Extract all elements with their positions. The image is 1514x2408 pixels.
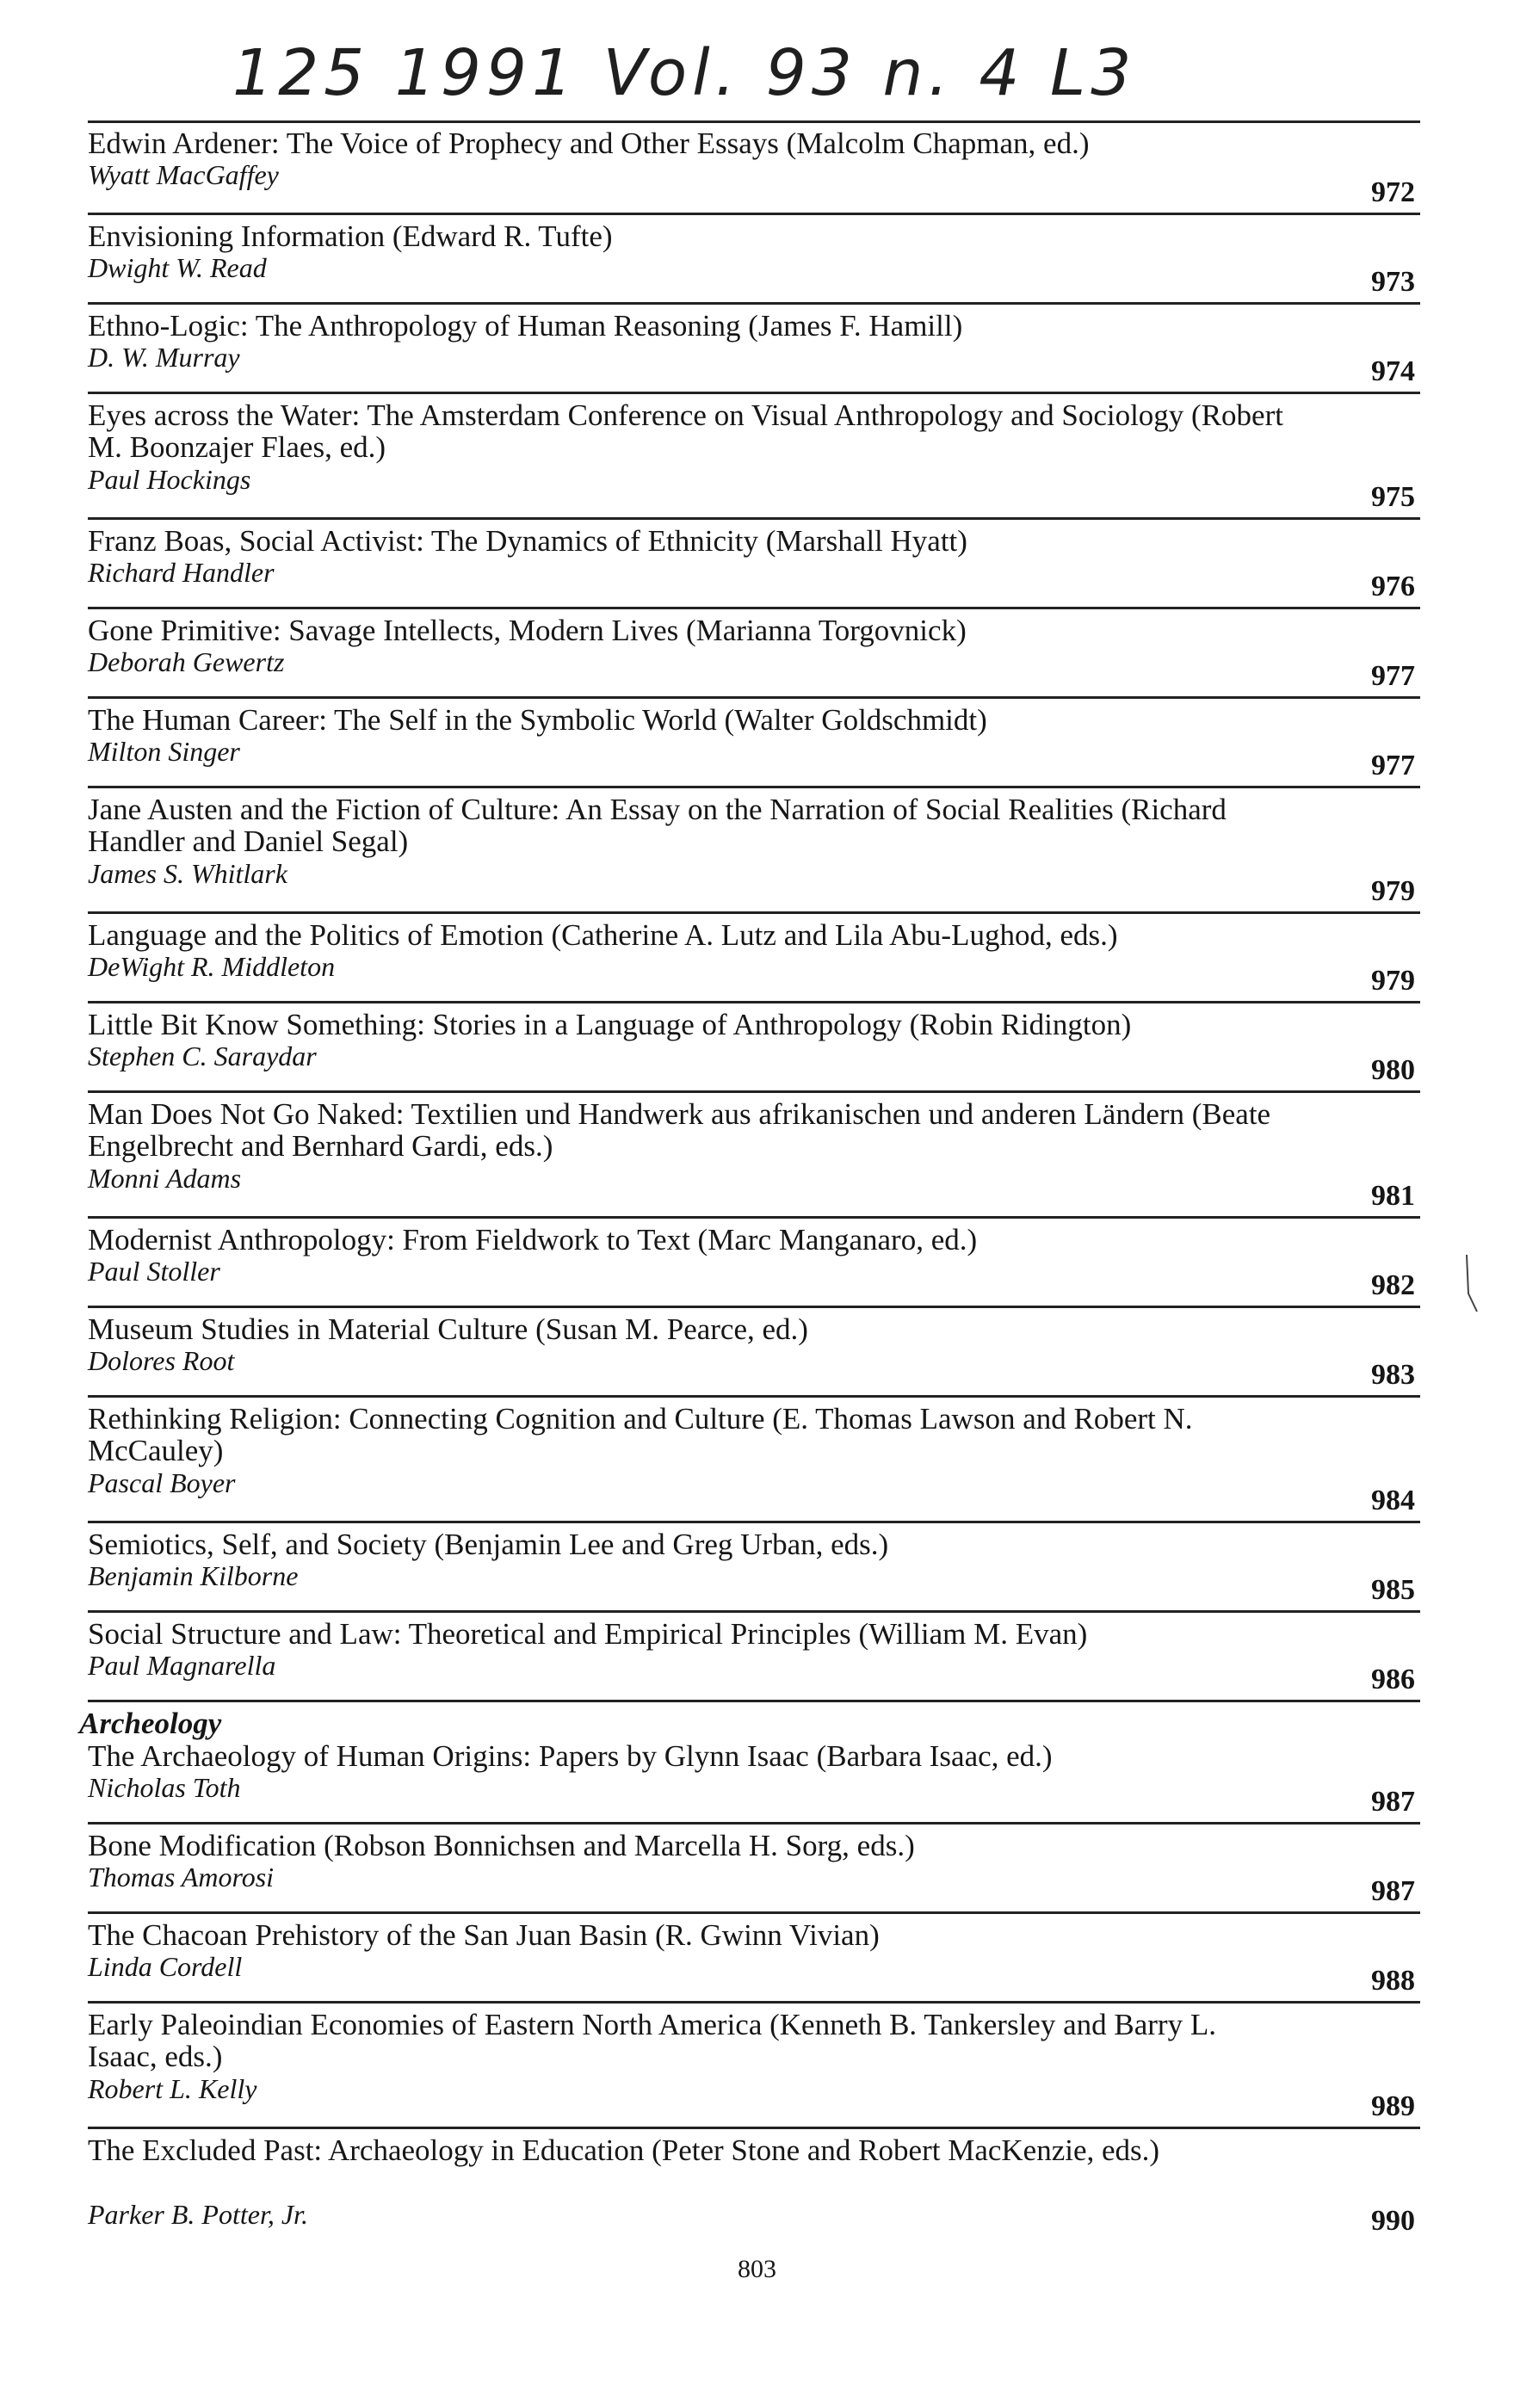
review-title: Franz Boas, Social Activist: The Dynamics of Ethnicity (Marshall Hyatt): [88, 524, 967, 558]
page-number: 987: [1371, 1875, 1415, 1907]
reviewer-name: Robert L. Kelly: [88, 2073, 257, 2104]
reviewer-name: Dwight W. Read: [88, 252, 267, 283]
review-title: Ethno-Logic: The Anthropology of Human Reasoning (James F. Hamill): [88, 309, 963, 343]
review-entry: [88, 1003, 1420, 1093]
review-title: Bone Modification (Robson Bonnichsen and Marcella H. Sorg, eds.): [88, 1829, 915, 1862]
review-entry: [88, 1308, 1420, 1398]
margin-mark: [1463, 1255, 1480, 1315]
page-number: 976: [1371, 571, 1415, 602]
reviewer-name: Monni Adams: [88, 1163, 242, 1194]
page-number: 973: [1371, 266, 1415, 298]
review-title: Language and the Politics of Emotion (Catherine A. Lutz and Lila Abu-Lughod, eds.): [88, 918, 1118, 952]
reviewer-name: Milton Singer: [88, 736, 240, 767]
page-number: 980: [1371, 1054, 1415, 1086]
review-title: Early Paleoindian Economies of Eastern North America (Kenneth B. Tankersley and Barry L. Isaac, eds.): [88, 2008, 1216, 2073]
reviewer-name: Wyatt MacGaffey: [88, 159, 279, 190]
reviewer-name: Pascal Boyer: [88, 1467, 236, 1498]
review-entry: [88, 2004, 1420, 2129]
review-entry: [88, 914, 1420, 1003]
review-title: Edwin Ardener: The Voice of Prophecy and Other Essays (Malcolm Chapman, ed.): [88, 127, 1090, 160]
review-entry: [88, 122, 1420, 215]
handwritten-note-text: 125 1991 Vol. 93 n. 4 L3: [232, 36, 1137, 110]
page-number: 989: [1371, 2090, 1415, 2122]
review-title: Eyes across the Water: The Amsterdam Conference on Visual Anthropology and Sociology (Robert M. Boonzajer Flaes, ed.): [88, 398, 1283, 464]
review-title: Social Structure and Law: Theoretical and Empirical Principles (William M. Evan): [88, 1617, 1088, 1651]
page-number: 979: [1371, 965, 1415, 997]
page-number: 990: [1371, 2205, 1415, 2237]
review-title: Rethinking Religion: Connecting Cognition and Culture (E. Thomas Lawson and Robert N. McCauley): [88, 1402, 1193, 1467]
review-entry: [88, 305, 1420, 394]
review-entry: [88, 1735, 1420, 1825]
reviewer-name: Thomas Amorosi: [88, 1862, 275, 1892]
review-title: The Excluded Past: Archaeology in Education (Peter Stone and Robert MacKenzie, eds.): [88, 2133, 1160, 2167]
page-number: 974: [1371, 355, 1415, 387]
reviewer-name: DeWight R. Middleton: [88, 951, 336, 982]
review-entry: [88, 1825, 1420, 1914]
review-title: Man Does Not Go Naked: Textilien und Handwerk aus afrikanischen und anderen Ländern (Beate Engelbrecht and Bernhard Gardi, eds.): [88, 1097, 1271, 1163]
reviewer-name: Stephen C. Saraydar: [88, 1040, 317, 1071]
review-entry: [88, 609, 1420, 699]
page-number: 975: [1371, 481, 1415, 513]
page-number: 981: [1371, 1180, 1415, 1212]
reviewer-name: Paul Stoller: [88, 1256, 220, 1287]
reviewer-name: Benjamin Kilborne: [88, 1560, 299, 1591]
review-entry: [88, 699, 1420, 788]
page-number: 979: [1371, 875, 1415, 907]
page-number: 977: [1371, 750, 1415, 781]
review-title: Museum Studies in Material Culture (Susan M. Pearce, ed.): [88, 1312, 808, 1346]
handwritten-note: [215, 26, 1463, 120]
review-title: Gone Primitive: Savage Intellects, Modern Lives (Marianna Torgovnick): [88, 614, 967, 647]
page-number: 986: [1371, 1664, 1415, 1695]
reviewer-name: Richard Handler: [88, 557, 275, 588]
page-number: 983: [1371, 1359, 1415, 1391]
review-title: The Chacoan Prehistory of the San Juan Basin (R. Gwinn Vivian): [88, 1918, 880, 1952]
reviewer-name: Parker B. Potter, Jr.: [88, 2199, 308, 2230]
page-number: 987: [1371, 1786, 1415, 1818]
review-entry: [88, 215, 1420, 305]
review-entry: [88, 1398, 1420, 1523]
review-entry: [88, 1523, 1420, 1613]
review-title: Envisioning Information (Edward R. Tufte): [88, 219, 613, 253]
page-number: 985: [1371, 1574, 1415, 1606]
reviewer-name: Nicholas Toth: [88, 1772, 241, 1803]
reviewer-name: Linda Cordell: [88, 1951, 243, 1982]
review-title: The Human Career: The Self in the Symbolic World (Walter Goldschmidt): [88, 703, 987, 737]
reviewer-name: James S. Whitlark: [88, 858, 287, 889]
review-entry: [88, 394, 1420, 520]
page-number: 984: [1371, 1485, 1415, 1516]
review-entry: [88, 788, 1420, 914]
review-title: Little Bit Know Something: Stories in a Language of Anthropology (Robin Ridington): [88, 1008, 1132, 1041]
review-entry: [88, 520, 1420, 609]
review-title: Modernist Anthropology: From Fieldwork to Text (Marc Manganaro, ed.): [88, 1223, 978, 1256]
review-title: The Archaeology of Human Origins: Papers by Glynn Isaac (Barbara Isaac, ed.): [88, 1739, 1053, 1773]
section-heading: Archeology: [79, 1707, 222, 1740]
review-entry: [88, 1613, 1420, 1702]
page-number: 982: [1371, 1269, 1415, 1301]
folio: 803: [738, 2255, 776, 2283]
reviewer-name: Paul Magnarella: [88, 1650, 276, 1681]
review-title: Jane Austen and the Fiction of Culture: An Essay on the Narration of Social Realities (Richard Handler and Daniel Segal): [88, 793, 1227, 858]
review-entry: [88, 1093, 1420, 1219]
reviewer-name: Paul Hockings: [88, 464, 251, 495]
reviewer-name: D. W. Murray: [88, 342, 240, 373]
review-title: Semiotics, Self, and Society (Benjamin Lee and Greg Urban, eds.): [88, 1528, 889, 1561]
page-number: 972: [1371, 176, 1415, 208]
review-entry: [88, 1914, 1420, 2004]
page-number: 988: [1371, 1965, 1415, 1997]
review-entry: [88, 2129, 1420, 2241]
reviewer-name: Deborah Gewertz: [88, 646, 285, 677]
page-number: 977: [1371, 660, 1415, 692]
reviewer-name: Dolores Root: [88, 1345, 235, 1376]
review-entry: [88, 1219, 1420, 1308]
